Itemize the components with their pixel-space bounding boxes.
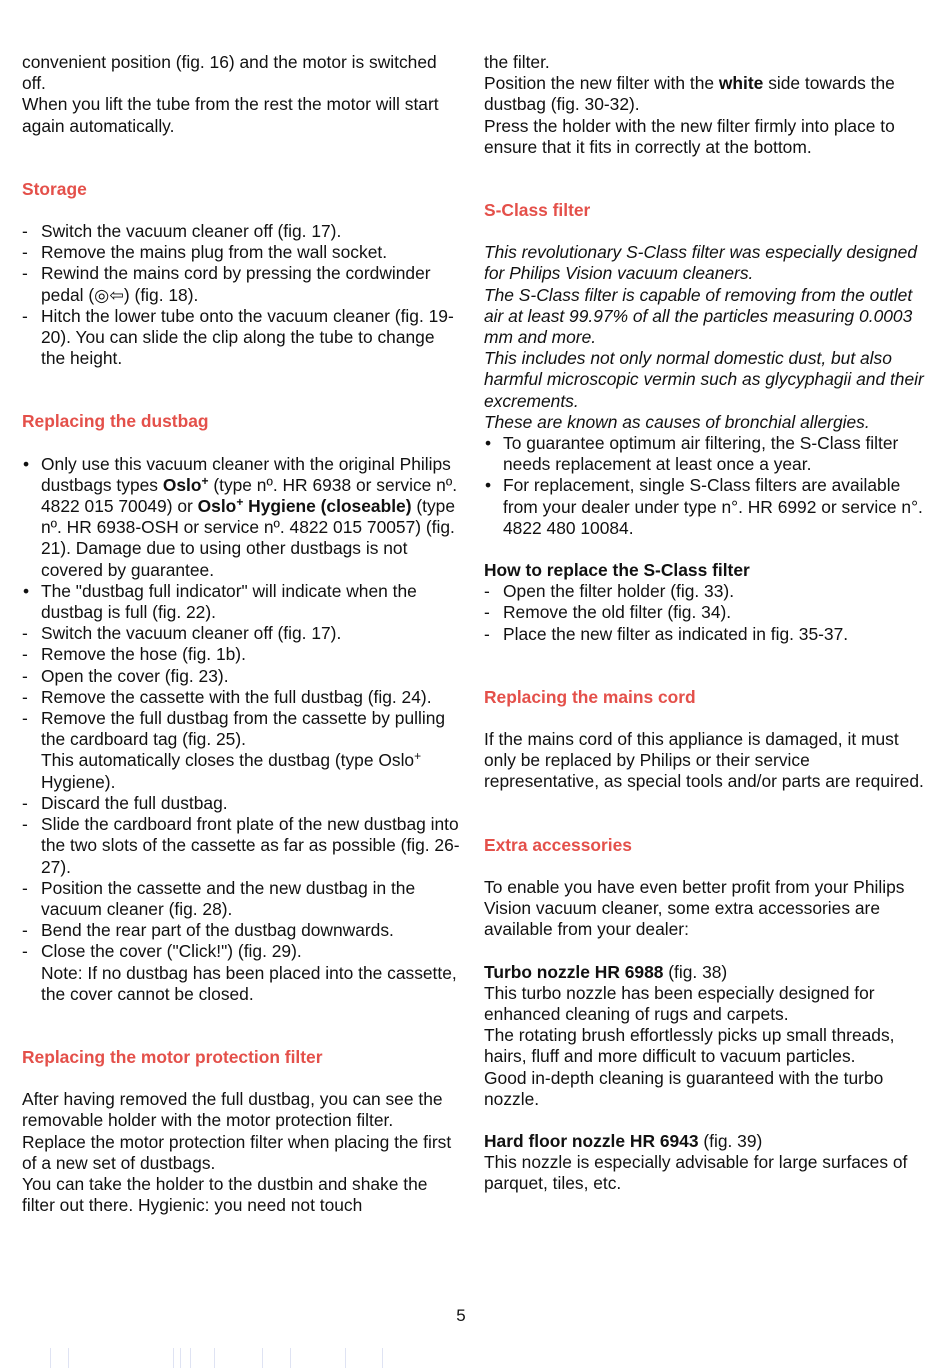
storage-list bbox=[22, 221, 462, 369]
hard-floor-title: Hard floor nozzle HR 6943 (fig. 39) bbox=[484, 1130, 763, 1151]
extra-heading: Extra accessories bbox=[484, 834, 632, 855]
list-item: - Bend the rear part of the dustbag downwards. bbox=[22, 920, 462, 941]
continued-paragraph: the filter. bbox=[484, 52, 550, 72]
list-item: • For replacement, single S-Class filters are available from your dealer under type n°. HR 6992 or service n°. 4822 480 10084. bbox=[484, 475, 924, 539]
turbo-paragraph: The rotating brush effortlessly picks up small threads, hairs, fluff and more difficult to vacuum particles. bbox=[484, 1025, 895, 1067]
list-item: - Remove the old filter (fig. 34). bbox=[484, 602, 924, 623]
dustbag-heading: Replacing the dustbag bbox=[22, 411, 209, 432]
list-item: - Hitch the lower tube onto the vacuum cleaner (fig. 19-20). You can slide the clip along the tube to change the height. bbox=[22, 306, 462, 370]
howto-list bbox=[484, 581, 924, 645]
list-item: - Discard the full dustbag. bbox=[22, 793, 462, 814]
list-item: - Open the filter holder (fig. 33). bbox=[484, 581, 924, 602]
list-item: - Position the cassette and the new dustbag in the vacuum cleaner (fig. 28). bbox=[22, 878, 462, 920]
page-number: 5 bbox=[456, 1306, 466, 1325]
right-column bbox=[484, 52, 924, 1195]
howto-heading: How to replace the S-Class filter bbox=[484, 560, 750, 581]
mains-heading: Replacing the mains cord bbox=[484, 686, 696, 707]
list-item: • Only use this vacuum cleaner with the original Philips dustbags types Oslo+ (type nº. HR 6938 or service nº. 4822 015 70049) or Oslo+ Hygiene (closeable) (type nº. HR 6938-OSH or service nº. 4822 015 70057) (fig. 21). Damage due to using other dustbags is not covered by guarantee. bbox=[22, 454, 462, 581]
sclass-italic-paragraph: The S-Class filter is capable of removing from the outlet air at least 99.97% of all the particles measuring 0.0003 mm and more. bbox=[484, 284, 913, 348]
list-item: - Remove the hose (fig. 1b). bbox=[22, 644, 462, 665]
list-item: - Place the new filter as indicated in fig. 35-37. bbox=[484, 624, 924, 645]
scan-marks bbox=[0, 1348, 950, 1368]
left-column bbox=[22, 52, 462, 1216]
list-item: - Close the cover ("Click!") (fig. 29). Note: If no dustbag has been placed into the cassette, the cover cannot be closed. bbox=[22, 941, 462, 1005]
intro-paragraph: convenient position (fig. 16) and the motor is switched off. bbox=[22, 52, 437, 94]
turbo-title: Turbo nozzle HR 6988 (fig. 38) bbox=[484, 961, 728, 982]
extra-intro: To enable you have even better profit from your Philips Vision vacuum cleaner, some extra accessories are available from your dealer: bbox=[484, 876, 905, 940]
list-item: - Switch the vacuum cleaner off (fig. 17). bbox=[22, 221, 462, 242]
list-item: - Rewind the mains cord by pressing the cordwinder pedal (◎⇦) (fig. 18). bbox=[22, 263, 462, 305]
list-item: • To guarantee optimum air filtering, the S-Class filter needs replacement at least once a year. bbox=[484, 433, 924, 475]
continued-paragraph: Position the new filter with the white side towards the dustbag (fig. 30-32). bbox=[484, 73, 895, 115]
continued-paragraph: Press the holder with the new filter firmly into place to ensure that it fits in correctly at the bottom. bbox=[484, 115, 895, 157]
intro-paragraph: When you lift the tube from the rest the motor will start again automatically. bbox=[22, 94, 439, 136]
sclass-heading: S-Class filter bbox=[484, 200, 591, 221]
storage-heading: Storage bbox=[22, 178, 87, 199]
sclass-bullets bbox=[484, 433, 924, 539]
motor-filter-heading: Replacing the motor protection filter bbox=[22, 1046, 323, 1067]
list-item: - Remove the cassette with the full dustbag (fig. 24). bbox=[22, 687, 462, 708]
sclass-italic-paragraph: These are known as causes of bronchial allergies. bbox=[484, 411, 870, 432]
list-item: - Open the cover (fig. 23). bbox=[22, 666, 462, 687]
turbo-paragraph: This turbo nozzle has been especially designed for enhanced cleaning of rugs and carpets. bbox=[484, 982, 875, 1024]
turbo-paragraph: Good in-depth cleaning is guaranteed with the turbo nozzle. bbox=[484, 1067, 884, 1109]
list-item: - Slide the cardboard front plate of the new dustbag into the two slots of the cassette as far as possible (fig. 26-27). bbox=[22, 814, 462, 878]
hard-floor-paragraph: This nozzle is especially advisable for large surfaces of parquet, tiles, etc. bbox=[484, 1152, 908, 1194]
motor-filter-paragraph: Replace the motor protection filter when placing the first of a new set of dustbags. bbox=[22, 1131, 452, 1173]
dustbag-bullets bbox=[22, 454, 462, 624]
dustbag-steps bbox=[22, 623, 462, 1005]
sclass-italic-paragraph: This includes not only normal domestic dust, but also harmful microscopic vermin such as glycyphagii and their excrements. bbox=[484, 348, 924, 411]
motor-filter-paragraph: After having removed the full dustbag, you can see the removable holder with the motor protection filter. bbox=[22, 1089, 443, 1131]
list-item: - Remove the mains plug from the wall socket. bbox=[22, 242, 462, 263]
sclass-italic-paragraph: This revolutionary S-Class filter was especially designed for Philips Vision vacuum cleaners. bbox=[484, 242, 918, 284]
motor-filter-paragraph: You can take the holder to the dustbin and shake the filter out there. Hygienic: you need not touch bbox=[22, 1173, 428, 1216]
list-item: - Remove the full dustbag from the cassette by pulling the cardboard tag (fig. 25). This automatically closes the dustbag (type Oslo+ Hygiene). bbox=[22, 708, 462, 793]
mains-paragraph: If the mains cord of this appliance is damaged, it must only be replaced by Philips or their service representative, as special tools and/or parts are required. bbox=[484, 729, 924, 792]
list-item: - Switch the vacuum cleaner off (fig. 17). bbox=[22, 623, 462, 644]
list-item: • The "dustbag full indicator" will indicate when the dustbag is full (fig. 22). bbox=[22, 581, 462, 623]
